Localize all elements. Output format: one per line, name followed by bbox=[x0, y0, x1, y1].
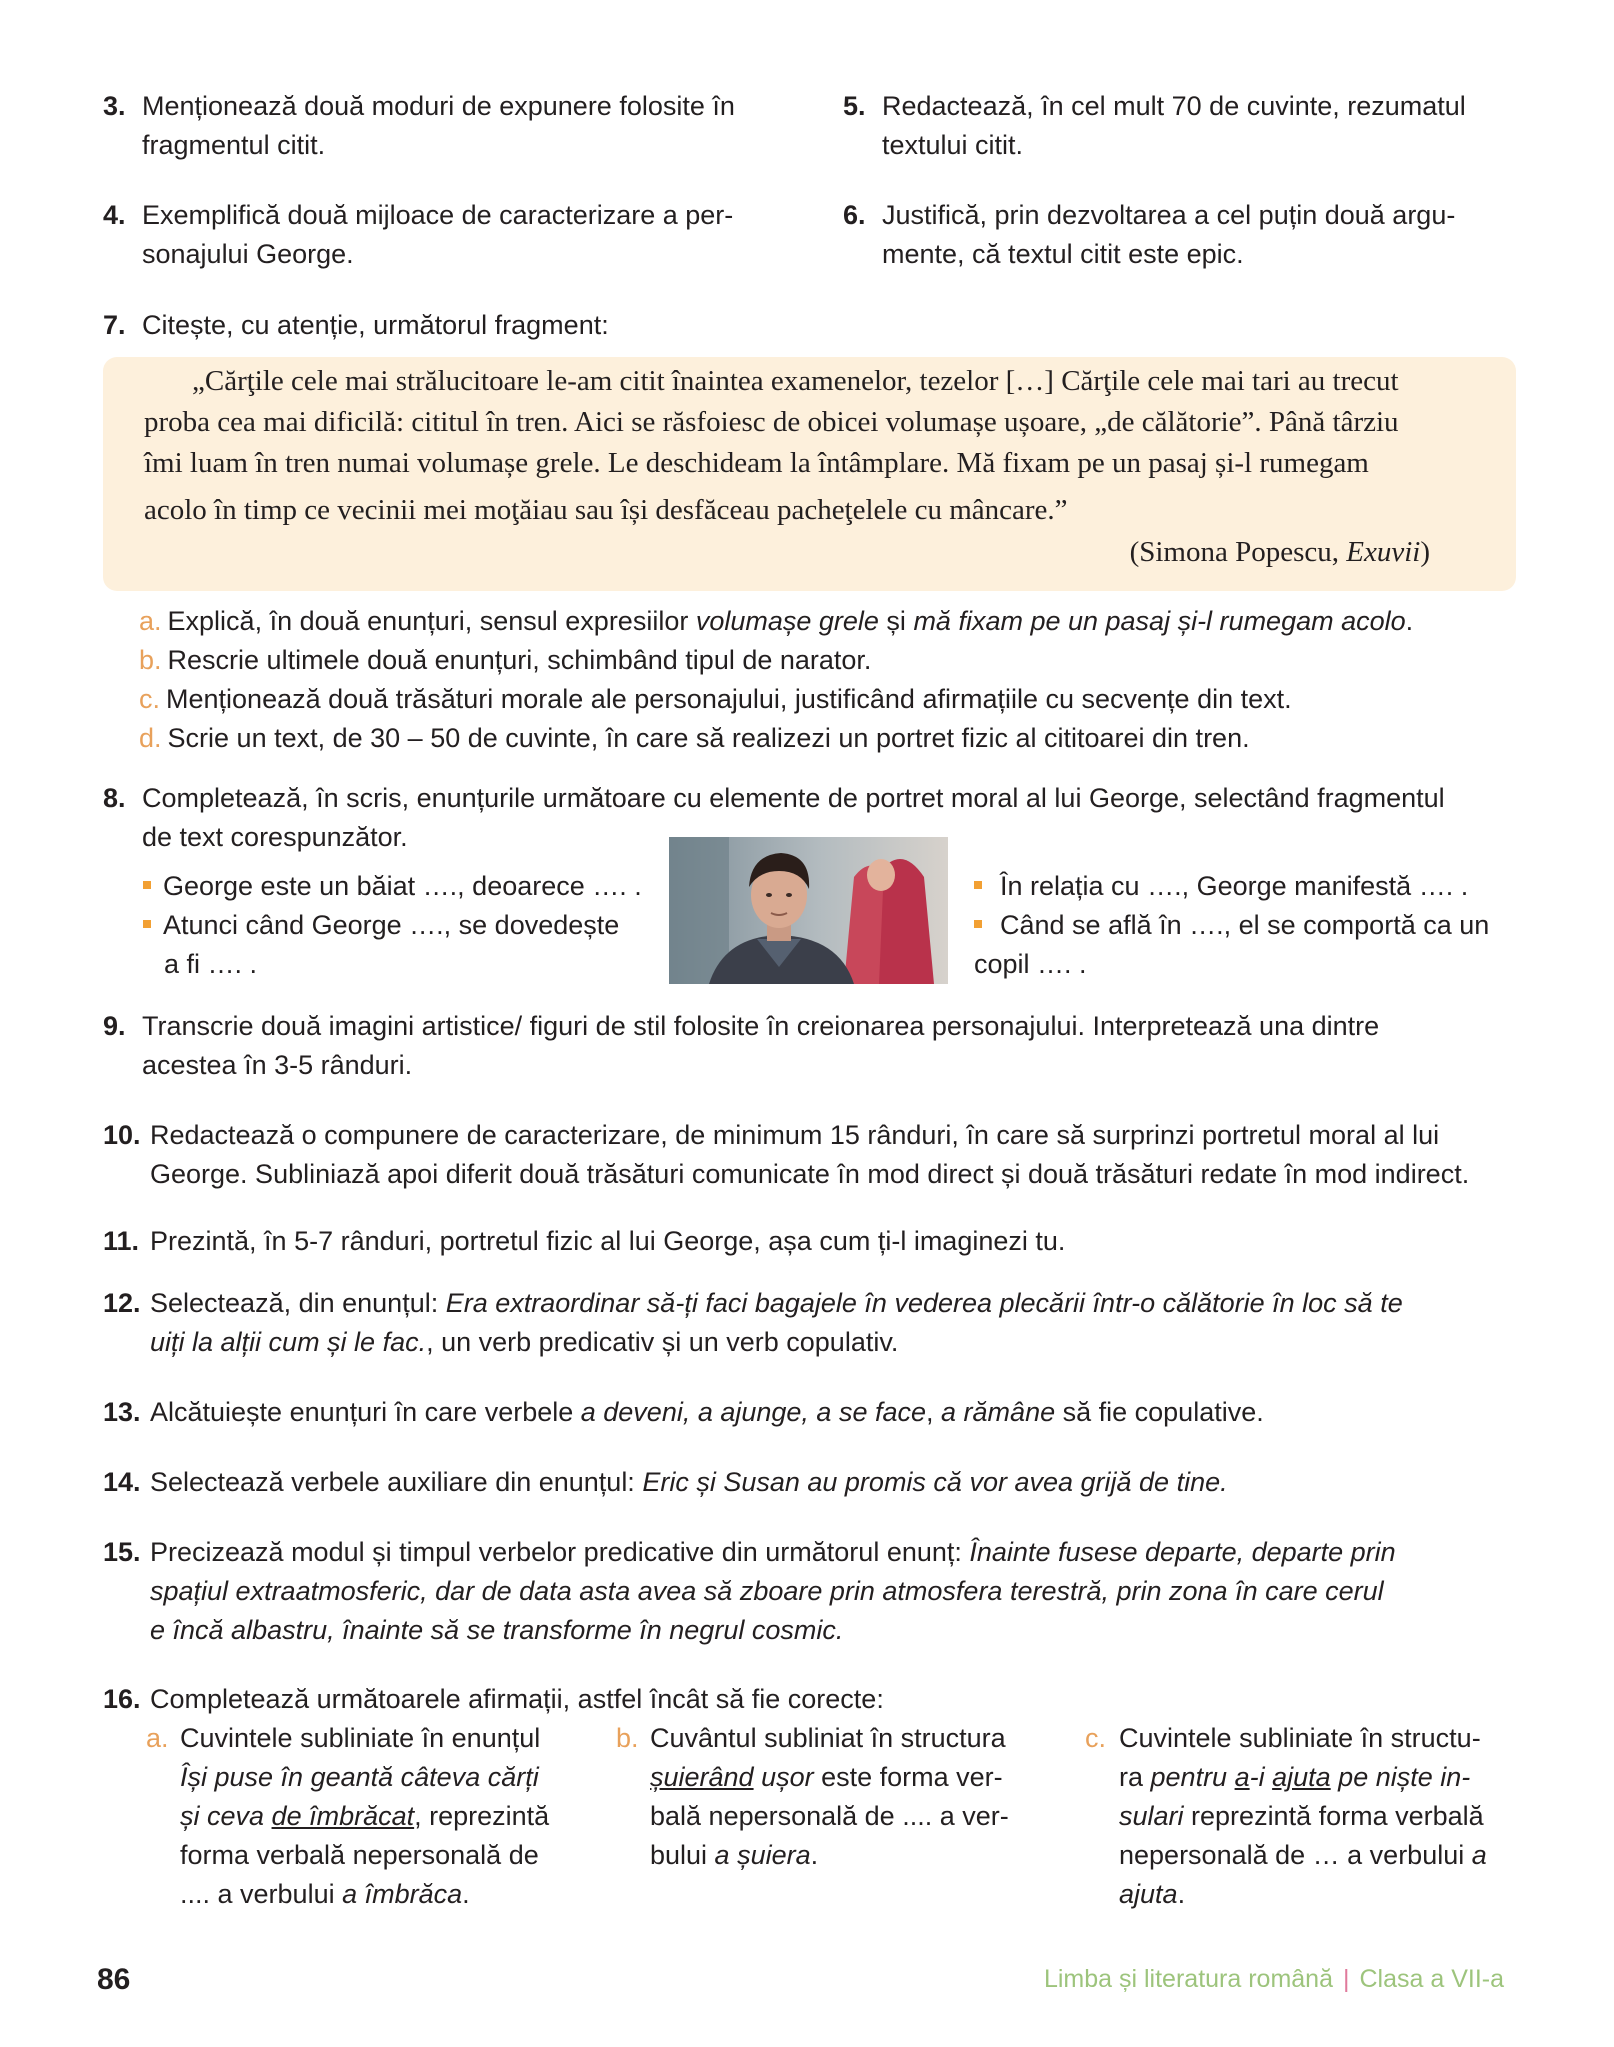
question-text: de text corespunzător. bbox=[142, 822, 408, 852]
question-12: 12. Selectează, din enunțul: Era extraordinar să-ți faci bagajele în vederea plecării într-o călătorie în loc să te uiți la alții cum și le fac., un verb predicativ și un verb copulativ. bbox=[103, 1284, 1523, 1362]
book-title: Limba și literatura română | Clasa a VII-a bbox=[1043, 1965, 1504, 1993]
question-6 bbox=[843, 196, 1523, 274]
quote-line: acolo în timp ce vecinii mei moţăiau sau își desfăceau pacheţelele cu mâncare.” bbox=[144, 494, 1068, 526]
question-number: 9. bbox=[103, 1011, 126, 1041]
question-number: 8. bbox=[103, 783, 126, 813]
quote-line: „Cărţile cele mai strălucitoare le-am citit înaintea examenelor, tezelor […] Cărţile cele mai tari au trecut bbox=[192, 365, 1399, 397]
question-text: Redactează, în cel mult 70 de cuvinte, rezumatul bbox=[882, 91, 1466, 121]
question-11 bbox=[103, 1222, 1523, 1261]
underlined-word: a bbox=[1234, 1762, 1250, 1792]
bullet-square-icon bbox=[974, 881, 982, 889]
quote-box bbox=[103, 357, 1516, 591]
question-number: 3. bbox=[103, 91, 126, 121]
question-text: fragmentul citit. bbox=[142, 130, 326, 160]
q16-item-a: a. Cuvintele subliniate în enunțul Își puse în geantă câteva cărți și ceva de îmbrăcat, reprezintă forma verbală nepersonală de .... a verbului a îmbrăca. bbox=[146, 1719, 566, 1914]
question-number: 15. bbox=[103, 1537, 141, 1567]
question-number: 11. bbox=[103, 1226, 140, 1256]
question-14: 14. Selectează verbele auxiliare din enunțul: Eric și Susan au promis că vor avea grijă de tine. bbox=[103, 1463, 1523, 1502]
q16-item-c: c. Cuvintele subliniate în structu- ra pentru a-i ajuta pe niște in- sulari reprezintă forma verbală nepersonală de … a verbului a ajuta. bbox=[1085, 1719, 1525, 1914]
q8-bullet-1: George este un băiat …., deoarece …. . bbox=[143, 867, 642, 906]
item-letter: c. bbox=[1085, 1723, 1107, 1753]
question-text: mente, că textul citit este epic. bbox=[882, 239, 1244, 269]
question-number: 13. bbox=[103, 1397, 141, 1427]
q8-bullet-4: Când se află în …., el se comportă ca un bbox=[974, 906, 1489, 945]
question-number: 12. bbox=[103, 1288, 141, 1318]
quote-source: (Simona Popescu, Exuvii) bbox=[1129, 536, 1430, 568]
question-number: 14. bbox=[103, 1467, 141, 1497]
bullet-square-icon bbox=[974, 920, 982, 928]
item-letter: d. bbox=[139, 723, 162, 753]
question-9 bbox=[103, 1007, 1523, 1085]
question-3 bbox=[103, 87, 763, 165]
question-text: Citește, cu atenție, următorul fragment: bbox=[142, 310, 609, 340]
q8-bullet-3: În relația cu …., George manifestă …. . bbox=[974, 867, 1468, 906]
question-text: George. Subliniază apoi diferit două trăsături comunicate în mod direct și două trăsături redate în mod indirect. bbox=[150, 1159, 1470, 1189]
question-number: 10. bbox=[103, 1120, 141, 1150]
item-letter: a. bbox=[139, 606, 162, 636]
question-13: 13. Alcătuiește enunțuri în care verbele a deveni, a ajunge, a se face, a rămâne să fie copulative. bbox=[103, 1393, 1523, 1432]
q8-bullet-2: Atunci când George …., se dovedește bbox=[143, 906, 619, 945]
page-number: 86 bbox=[97, 1963, 131, 1996]
question-number: 5. bbox=[843, 91, 866, 121]
q7-item-d: d. Scrie un text, de 30 – 50 de cuvinte, în care să realizezi un portret fizic al cititoarei din tren. bbox=[139, 723, 1250, 753]
quote-text bbox=[144, 361, 1489, 531]
question-text: Exemplifică două mijloace de caracterizare a per- bbox=[142, 200, 734, 230]
question-number: 6. bbox=[843, 200, 866, 230]
underlined-word: ajuta bbox=[1272, 1762, 1331, 1792]
question-text: acestea în 3-5 rânduri. bbox=[142, 1050, 413, 1080]
bullet-square-icon bbox=[143, 920, 151, 928]
item-letter: b. bbox=[139, 645, 162, 675]
question-text: Completează, în scris, enunțurile următoare cu elemente de portret moral al lui George, selectând fragmentul bbox=[142, 783, 1445, 813]
question-text: Redactează o compunere de caracterizare, de minimum 15 rânduri, în care să surprinzi portretul moral al lui bbox=[150, 1120, 1440, 1150]
question-number: 4. bbox=[103, 200, 126, 230]
question-number: 7. bbox=[103, 310, 126, 340]
question-4 bbox=[103, 196, 763, 274]
q7-item-a: a. Explică, în două enunțuri, sensul expresiilor volumașe grele și mă fixam pe un pasaj și-l rumegam acolo. bbox=[139, 606, 1414, 636]
question-15: 15. Precizează modul și timpul verbelor predicative din următorul enunț: Înainte fusese departe, departe prin spațiul extraatmosferic, dar de data asta avea să zboare prin atmosfera terestră, prin zona în care cerul e încă albastru, înainte să se transforme în negrul cosmic. bbox=[103, 1533, 1523, 1650]
question-text: Transcrie două imagini artistice/ figuri de stil folosite în creionarea personajului. Interpretează una dintre bbox=[142, 1011, 1380, 1041]
question-5 bbox=[843, 87, 1523, 165]
question-text: sonajului George. bbox=[142, 239, 354, 269]
portrait-image bbox=[669, 837, 948, 984]
question-10 bbox=[103, 1116, 1523, 1194]
q8-bullet-2-cont: a fi …. . bbox=[164, 949, 258, 979]
george-photo bbox=[669, 837, 948, 984]
q8-bullet-4-cont: copil …. . bbox=[974, 949, 1087, 979]
source-title: Exuvii bbox=[1346, 536, 1421, 568]
question-text: Completează următoarele afirmații, astfel încât să fie corecte: bbox=[150, 1684, 884, 1714]
question-text: Menționează două moduri de expunere folosite în bbox=[142, 91, 735, 121]
question-text: Justifică, prin dezvoltarea a cel puțin două argu- bbox=[882, 200, 1456, 230]
q16-item-b: b. Cuvântul subliniat în structura șuierând ușor este forma ver- bală nepersonală de .... a ver- bului a șuiera. bbox=[616, 1719, 1036, 1875]
question-number: 16. bbox=[103, 1684, 141, 1714]
separator: | bbox=[1342, 1965, 1350, 1993]
bullet-square-icon bbox=[143, 881, 151, 889]
item-letter: c. bbox=[139, 684, 161, 714]
item-letter: a. bbox=[146, 1723, 169, 1753]
question-text: Prezintă, în 5-7 rânduri, portretul fizic al lui George, așa cum ți-l imaginezi tu. bbox=[150, 1226, 1066, 1256]
q7-item-c: c. Menționează două trăsături morale ale personajului, justificând afirmațiile cu secvențe din text. bbox=[139, 684, 1292, 714]
question-7 bbox=[103, 306, 1523, 345]
question-16 bbox=[103, 1680, 1523, 1719]
q7-item-b: b. Rescrie ultimele două enunțuri, schimbând tipul de narator. bbox=[139, 645, 872, 675]
item-letter: b. bbox=[616, 1723, 639, 1753]
underlined-word: de îmbrăcat bbox=[271, 1801, 415, 1831]
underlined-word: șuierând bbox=[650, 1762, 754, 1792]
question-text: textului citit. bbox=[882, 130, 1024, 160]
quote-line: proba cea mai dificilă: cititul în tren. Aici se răsfoiesc de obicei volumașe ușoare, „de călătorie”. Până târziu bbox=[144, 406, 1399, 438]
quote-line: îmi luam în tren numai volumașe grele. Le deschideam la întâmplare. Mă fixam pe un pasaj și-l rumegam bbox=[144, 447, 1369, 479]
